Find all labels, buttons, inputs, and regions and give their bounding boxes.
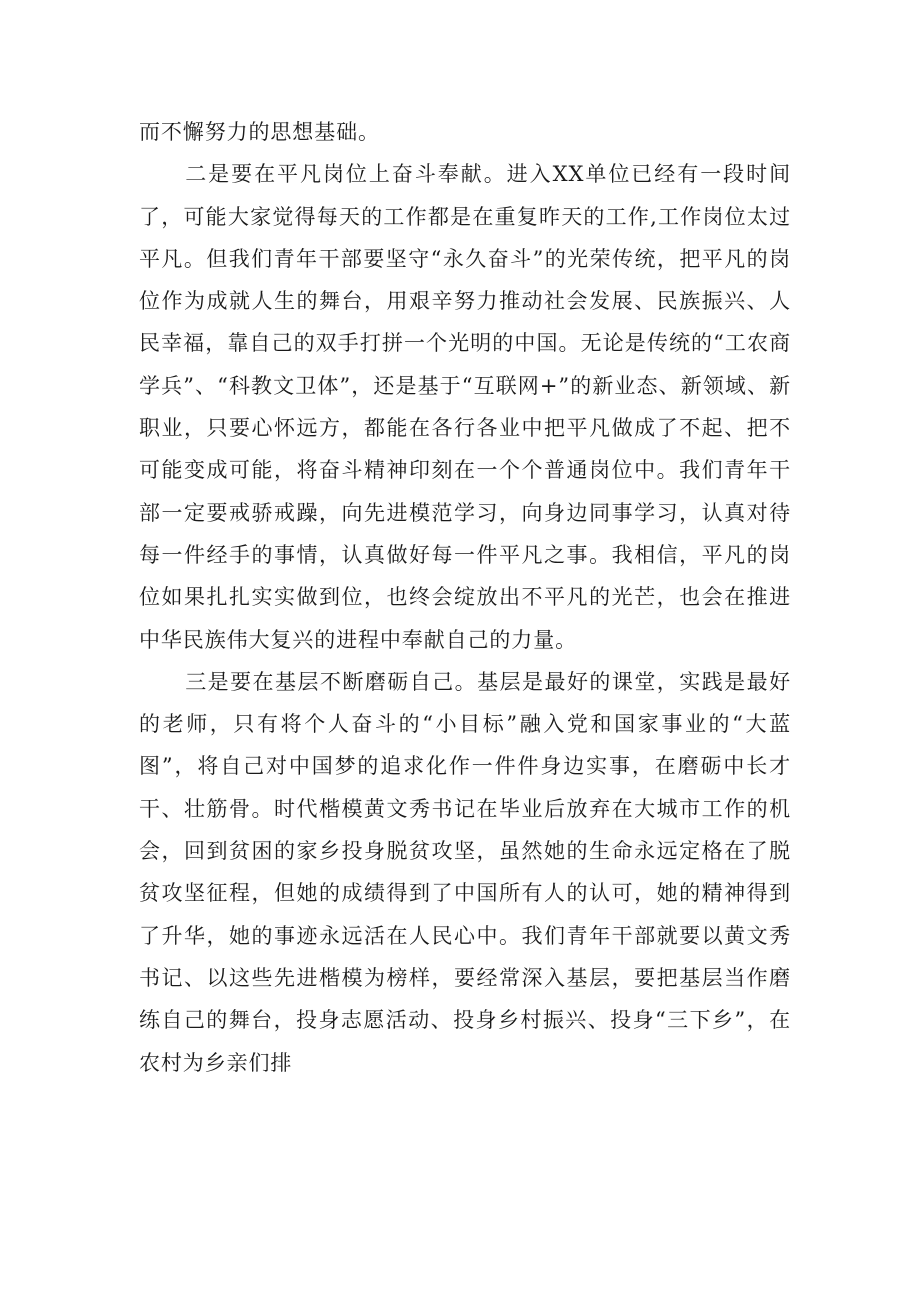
paragraph-continuation: 而不懈努力的思想基础。 <box>139 120 380 144</box>
paragraph-ordinary-post: 二是要在平凡岗位上奋斗奉献。进入XX单位已经有一段时间了，可能大家觉得每天的工作都是在重复昨天的工作,工作岗位太过平凡。但我们青年干部要坚守“永久奋斗”的光荣传统，把平凡的岗位作为成就人生的舞台，用艰辛努力推动社会发展、民族振兴、人民幸福，靠自己的双手打拼一个光明的中国。无论是传统的“工农商学兵”、“科教文卫体”，还是基于“互联网+”的新业态、新领域、新职业，只要心怀远方，都能在各行各业中把平凡做成了不起、把不可能变成可能，将奋斗精神印刻在一个个普通岗位中。我们青年干部一定要戒骄戒躁，向先进模范学习，向身边同事学习，认真对待每一件经手的事情，认真做好每一件平凡之事。我相信，平凡的岗位如果扎扎实实做到位，也终会绽放出不平凡的光芒，也会在推进中华民族伟大复兴的进程中奉献自己的力量。 <box>139 162 791 652</box>
document-body <box>139 111 791 1084</box>
paragraph-grassroots: 三是要在基层不断磨砺自己。基层是最好的课堂，实践是最好的老师，只有将个人奋斗的“小目标”融入党和国家事业的“大蓝图”，将自己对中国梦的追求化作一件件身边实事，在磨砺中长才干、壮筋骨。时代楷模黄文秀书记在毕业后放弃在大城市工作的机会，回到贫困的家乡投身脱贫攻坚，虽然她的生命永远定格在了脱贫攻坚征程，但她的成绩得到了中国所有人的认可，她的精神得到了升华，她的事迹永远活在人民心中。我们青年干部就要以黄文秀书记、以这些先进楷模为榜样，要经常深入基层，要把基层当作磨练自己的舞台，投身志愿活动、投身乡村振兴、投身“三下乡”，在农村为乡亲们排 <box>139 669 791 1075</box>
